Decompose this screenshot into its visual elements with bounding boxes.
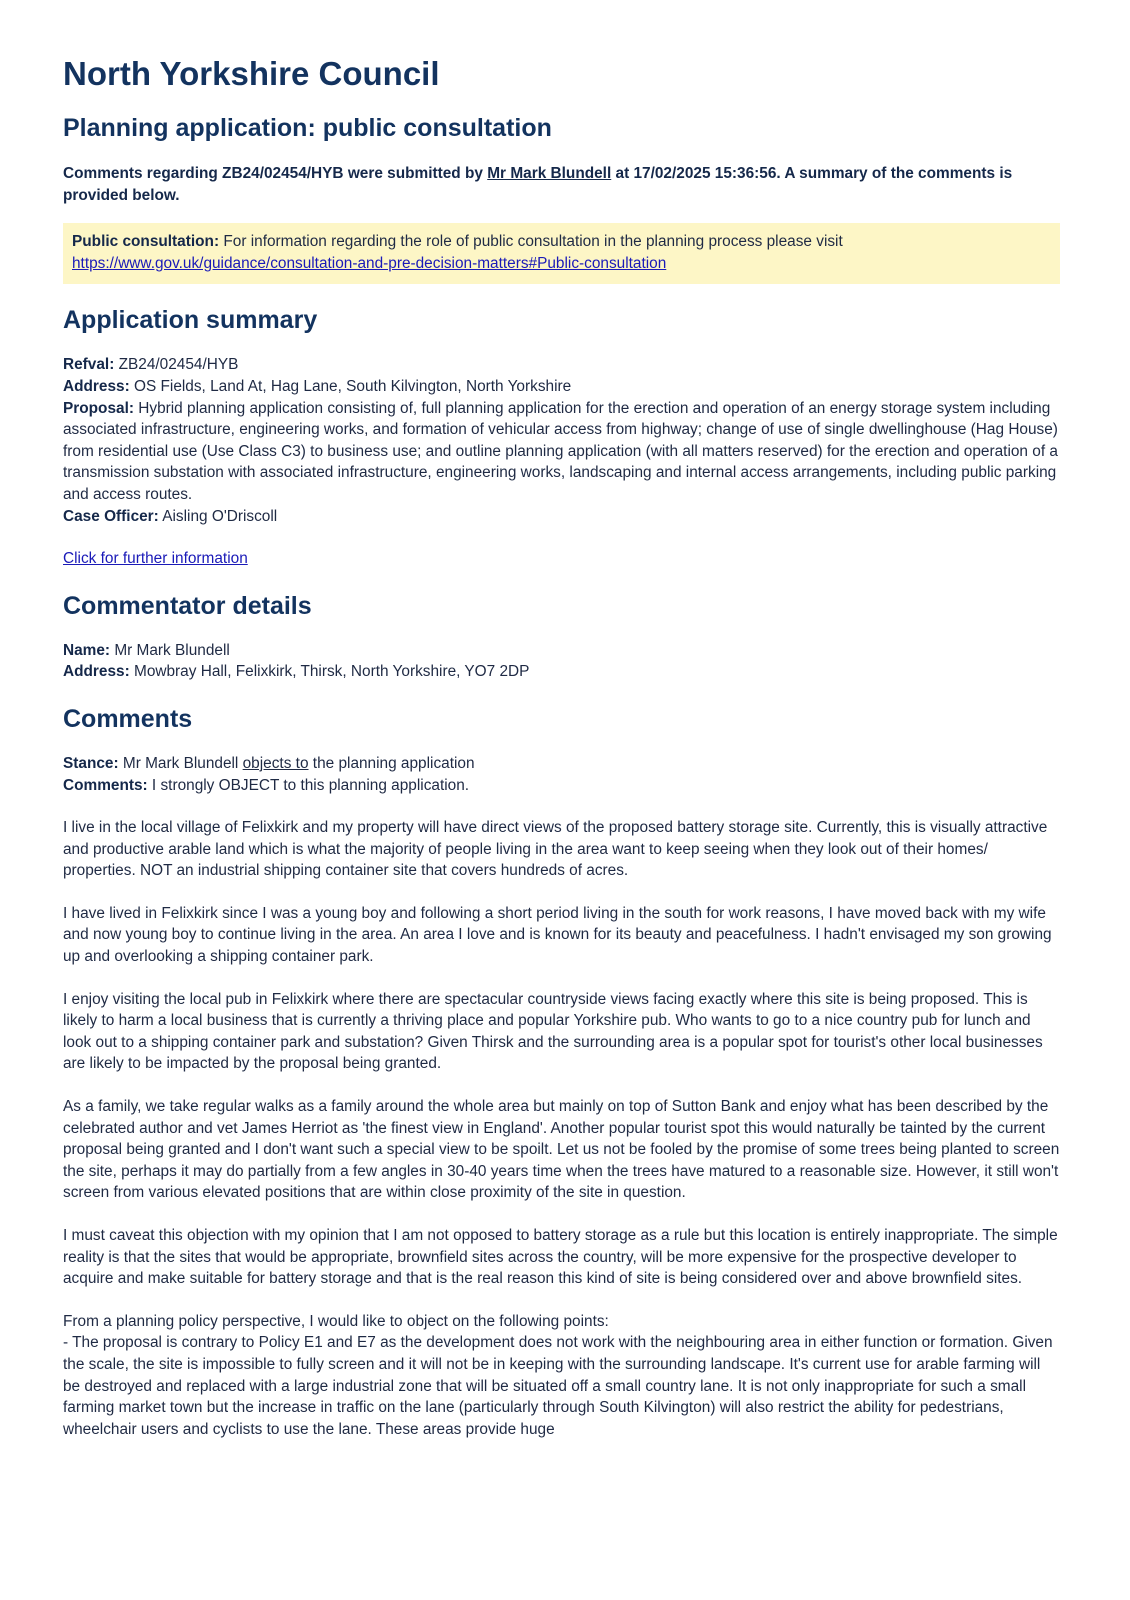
commentator-name-row [63,640,1060,662]
commentator-name-value: Mr Mark Blundell [110,641,230,659]
comment-paragraph: I live in the local village of Felixkirk and my property will have direct views of the proposed battery storage site. Currently, this is visually attractive and productive arable land which is what the majority of people living in the area want to keep seeing when they look out of their homes/ properties. NOT an industrial shipping container site that covers hundreds of acres. [63,819,1048,880]
address-label: Address: [63,377,130,395]
stance-row [63,753,1060,775]
comments-first-line: I strongly OBJECT to this planning application. [147,776,470,794]
stance-name: Mr Mark Blundell [118,754,243,772]
stance-label: Stance: [63,754,119,772]
commentator-details-heading: Commentator details [63,591,312,620]
comments-label: Comments: [63,776,148,794]
policy-point: - The proposal is contrary to Policy E1 and E7 as the development does not work with the neighbouring area in either function or formation. Given the scale, the site is impossible to fully screen and it will not be in keeping with the surrounding landscape. It's current use for arable farming will be destroyed and replaced with a large industrial zone that will be situated off a small country lane. It is not only inappropriate for such a small farming market town but the increase in traffic on the lane (particularly through South Kilvington) will also restrict the ability for pedestrians, wheelchair users and cyclists to use the lane. These areas provide huge [63,1334,1053,1438]
address-row [63,376,1060,398]
case-officer-row [63,506,1060,528]
notice-label: Public consultation: [72,233,220,251]
notice-text: For information regarding the role of public consultation in the planning process please visit [219,233,843,251]
comment-paragraph: I enjoy visiting the local pub in Felixkirk where there are spectacular countryside views facing exactly where this site is being proposed. This is likely to harm a local business that is currently a thriving place and popular Yorkshire pub. Who wants to go to a nice country pub for lunch and look out to a shipping container park and substation? Given Thirsk and the surrounding area is a popular spot for tourist's other local businesses are likely to be impacted by the proposal being granted. [63,990,1043,1073]
application-summary-heading: Application summary [63,306,318,335]
comments-section [63,753,1060,1440]
case-officer-label: Case Officer: [63,507,159,525]
commentator-address-value: Mowbray Hall, Felixkirk, Thirsk, North Yorkshire, YO7 2DP [129,663,530,681]
public-consultation-notice [63,223,1060,284]
commentator-name-link[interactable]: Mr Mark Blundell [487,165,612,182]
comments-heading: Comments [63,704,193,733]
intro-suffix: at 17/02/2025 15:36:56. A summary of the comments is provided below. [63,165,1013,204]
stance-suffix: the planning application [308,754,475,772]
case-officer-value: Aisling O'Driscoll [158,507,278,525]
intro-prefix: Comments regarding ZB24/02454/HYB were submitted by [63,165,488,182]
refval-row [63,354,1060,376]
address-value: OS Fields, Land At, Hag Lane, South Kilvington, North Yorkshire [129,377,572,395]
proposal-label: Proposal: [63,399,134,417]
page-subtitle: Planning application: public consultation [63,114,552,142]
proposal-row [63,398,1060,506]
stance-value: objects to [242,754,309,772]
comment-paragraph: I must caveat this objection with my opinion that I am not opposed to battery storage as a rule but this location is entirely inappropriate. The simple reality is that the sites that would be appropriate, brownfield sites across the country, will be more expensive for the prospective developer to acquire and make suitable for battery storage and that is the real reason this kind of site is being considered over and above brownfield sites. [63,1227,1058,1288]
comment-paragraph: As a family, we take regular walks as a family around the whole area but mainly on top of Sutton Bank and enjoy what has been described by the celebrated author and vet James Herriot as 'the finest view in England'. Another popular tourist spot this would naturally be tainted by the current proposal being granted and I don't want such a special view to be spoilt. Let us not be fooled by the promise of some trees being planted to screen the site, perhaps it may do partially from a few angles in 30-40 years time when the trees have matured to a reasonable size. However, it still won't screen from various elevated positions that are within close proximity of the site in question. [63,1098,1060,1202]
consultation-guidance-link[interactable]: https://www.gov.uk/guidance/consultation-and-pre-decision-matters#Public-consultation [72,254,667,272]
policy-intro: From a planning policy perspective, I would like to object on the following points: [63,1312,609,1330]
council-title: North Yorkshire Council [63,55,440,92]
proposal-value: Hybrid planning application consisting of, full planning application for the erection and operation of an energy storage system including associated infrastructure, engineering works, and formation of vehicular access from highway; change of use of single dwellinghouse (Hag House) from residential use (Use Class C3) to business use; and outline planning application (with all matters reserved) for the erection and operation of a transmission substation with associated infrastructure, engineering works, landscaping and internal access arrangements, including public parking and access routes. [63,399,1058,503]
comment-paragraph: I have lived in Felixkirk since I was a young boy and following a short period living in the south for work reasons, I have moved back with my wife and now young boy to continue living in the area. An area I love and is known for its beauty and peacefulness. I hadn't envisaged my son growing up and overlooking a shipping container park. [63,904,1052,966]
commentator-name-label: Name: [63,641,111,659]
comments-row [63,775,1060,797]
commentator-address-row [63,661,1060,683]
refval-value: ZB24/02454/HYB [114,356,239,374]
submission-summary [63,163,1060,206]
application-summary [63,354,1060,569]
commentator-address-label: Address: [63,663,130,681]
commentator-details [63,640,1060,683]
further-information-link[interactable]: Click for further information [63,550,248,568]
refval-label: Refval: [63,356,115,374]
